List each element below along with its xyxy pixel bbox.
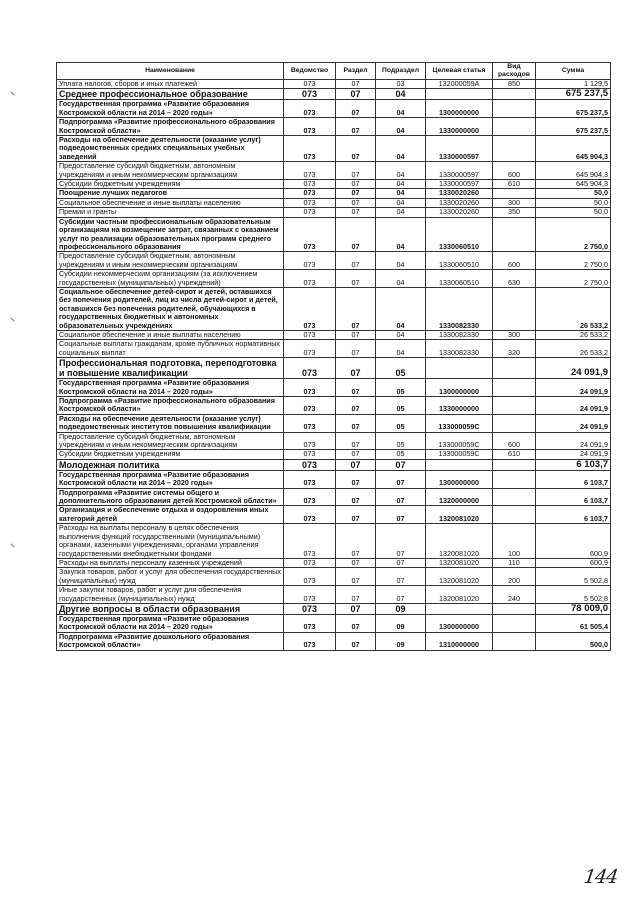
row-name: Субсидии бюджетным учреждениям <box>57 450 284 459</box>
row-target-article: 1320081020 <box>426 558 493 567</box>
table-row <box>57 118 611 136</box>
row-amount: 675 237,5 <box>536 118 611 136</box>
row-department: 073 <box>284 89 336 100</box>
row-amount: 24 091,9 <box>536 414 611 432</box>
row-name: Подпрограмма «Развитие профессионального образования Костромской области» <box>57 397 284 415</box>
row-amount: 24 091,9 <box>536 379 611 397</box>
row-subsection: 07 <box>376 524 426 559</box>
row-target-article: 1330000597 <box>426 162 493 180</box>
row-subsection: 09 <box>376 632 426 650</box>
row-name: Организация и обеспечение отдыха и оздоровления иных категорий детей <box>57 506 284 524</box>
row-name: Социальное обеспечение и иные выплаты населению <box>57 198 284 207</box>
row-department: 073 <box>284 432 336 450</box>
row-department: 073 <box>284 208 336 217</box>
row-section: 07 <box>336 162 376 180</box>
table-row <box>57 208 611 217</box>
row-amount: 600,9 <box>536 558 611 567</box>
row-section: 07 <box>336 379 376 397</box>
row-section: 07 <box>336 488 376 506</box>
row-subsection: 04 <box>376 340 426 358</box>
row-subsection: 04 <box>376 180 426 189</box>
row-target-article <box>426 89 493 100</box>
row-department: 073 <box>284 558 336 567</box>
row-section: 07 <box>336 208 376 217</box>
row-department: 073 <box>284 189 336 198</box>
row-name: Расходы на выплаты персоналу в целях обеспечения выполнения функций государственными (муниципальными) органами, казенными учреждениями, органами управления государственными внебюджетными фондами <box>57 524 284 559</box>
row-section: 07 <box>336 180 376 189</box>
row-subsection: 07 <box>376 488 426 506</box>
row-amount: 24 091,9 <box>536 450 611 459</box>
row-amount: 6 103,7 <box>536 459 611 470</box>
row-department: 073 <box>284 162 336 180</box>
row-name: Государственная программа «Развитие образования Костромской области на 2014 – 2020 годы» <box>57 614 284 632</box>
row-department: 073 <box>284 506 336 524</box>
table-row <box>57 614 611 632</box>
row-subsection: 07 <box>376 506 426 524</box>
row-department: 073 <box>284 100 336 118</box>
table-row <box>57 524 611 559</box>
row-expense-type: 630 <box>493 270 536 288</box>
table-row <box>57 287 611 330</box>
row-amount: 645 904,3 <box>536 136 611 162</box>
row-department: 073 <box>284 586 336 604</box>
row-target-article: 1330020260 <box>426 189 493 198</box>
row-name: Премии и гранты <box>57 208 284 217</box>
row-name: Профессиональная подготовка, переподготовка и повышение квалификации <box>57 358 284 379</box>
row-name: Расходы на выплаты персоналу казенных учреждений <box>57 558 284 567</box>
row-amount: 78 009,0 <box>536 603 611 614</box>
table-row <box>57 379 611 397</box>
row-expense-type <box>493 506 536 524</box>
row-department: 073 <box>284 118 336 136</box>
row-amount: 675 237,5 <box>536 89 611 100</box>
row-subsection: 04 <box>376 162 426 180</box>
table-row <box>57 80 611 89</box>
row-name: Закупка товаров, работ и услуг для обеспечения государственных (муниципальных) нужд <box>57 568 284 586</box>
row-section: 07 <box>336 568 376 586</box>
row-name: Расходы на обеспечение деятельности (оказание услуг) подведомственных средних специальных учебных заведений <box>57 136 284 162</box>
row-subsection: 04 <box>376 89 426 100</box>
table-row <box>57 252 611 270</box>
table-row <box>57 136 611 162</box>
row-subsection: 04 <box>376 217 426 252</box>
page-number: 144 <box>582 866 619 888</box>
row-subsection: 07 <box>376 558 426 567</box>
row-expense-type: 300 <box>493 198 536 207</box>
row-target-article: 133000059С <box>426 414 493 432</box>
row-expense-type: 600 <box>493 432 536 450</box>
row-amount: 26 533,2 <box>536 330 611 339</box>
row-subsection: 04 <box>376 287 426 330</box>
row-target-article: 1330060510 <box>426 217 493 252</box>
row-target-article: 1330000597 <box>426 180 493 189</box>
row-target-article: 133000059С <box>426 450 493 459</box>
row-name: Социальное обеспечение и иные выплаты населению <box>57 330 284 339</box>
table-row <box>57 506 611 524</box>
row-subsection: 04 <box>376 252 426 270</box>
row-section: 07 <box>336 136 376 162</box>
row-section: 07 <box>336 217 376 252</box>
header-name: Наименование <box>57 63 284 80</box>
table-row <box>57 330 611 339</box>
row-section: 07 <box>336 252 376 270</box>
row-department: 073 <box>284 252 336 270</box>
row-subsection: 07 <box>376 470 426 488</box>
row-subsection: 05 <box>376 414 426 432</box>
row-name: Социальные выплаты гражданам, кроме публичных нормативных социальных выплат <box>57 340 284 358</box>
row-section: 07 <box>336 80 376 89</box>
row-section: 07 <box>336 506 376 524</box>
row-department: 073 <box>284 330 336 339</box>
row-name: Среднее профессиональное образование <box>57 89 284 100</box>
row-name: Молодежная политика <box>57 459 284 470</box>
row-subsection: 07 <box>376 586 426 604</box>
row-department: 073 <box>284 459 336 470</box>
row-department: 073 <box>284 470 336 488</box>
header-section: Раздел <box>336 63 376 80</box>
row-section: 07 <box>336 397 376 415</box>
row-target-article <box>426 603 493 614</box>
row-expense-type <box>493 397 536 415</box>
header-target-article: Целевая статья <box>426 63 493 80</box>
row-subsection: 04 <box>376 330 426 339</box>
row-subsection: 03 <box>376 80 426 89</box>
row-department: 073 <box>284 340 336 358</box>
row-expense-type <box>493 118 536 136</box>
table-header-row <box>57 63 611 80</box>
row-expense-type <box>493 100 536 118</box>
row-name: Расходы на обеспечение деятельности (оказание услуг) подведомственных институтов повышения квалификации <box>57 414 284 432</box>
row-name: Субсидии бюджетным учреждениям <box>57 180 284 189</box>
row-subsection: 07 <box>376 568 426 586</box>
row-expense-type <box>493 189 536 198</box>
row-name: Другие вопросы в области образования <box>57 603 284 614</box>
row-expense-type <box>493 459 536 470</box>
row-expense-type <box>493 470 536 488</box>
row-section: 07 <box>336 432 376 450</box>
row-name: Уплата налогов, сборов и иных платежей <box>57 80 284 89</box>
row-amount: 61 505,4 <box>536 614 611 632</box>
row-section: 07 <box>336 414 376 432</box>
table-row <box>57 180 611 189</box>
row-expense-type <box>493 632 536 650</box>
row-department: 073 <box>284 379 336 397</box>
table-row <box>57 162 611 180</box>
row-subsection: 09 <box>376 603 426 614</box>
row-target-article: 1310000000 <box>426 632 493 650</box>
row-department: 073 <box>284 287 336 330</box>
row-name: Предоставление субсидий бюджетным, автономным учреждениям и иным некоммерческим организациям <box>57 162 284 180</box>
row-subsection: 05 <box>376 379 426 397</box>
row-expense-type: 350 <box>493 208 536 217</box>
row-section: 07 <box>336 470 376 488</box>
row-section: 07 <box>336 632 376 650</box>
row-target-article: 1300000000 <box>426 100 493 118</box>
row-subsection: 04 <box>376 136 426 162</box>
row-name: Государственная программа «Развитие образования Костромской области на 2014 – 2020 годы» <box>57 470 284 488</box>
table-row <box>57 100 611 118</box>
row-department: 073 <box>284 217 336 252</box>
row-expense-type: 100 <box>493 524 536 559</box>
row-amount: 6 103,7 <box>536 488 611 506</box>
row-department: 073 <box>284 603 336 614</box>
budget-table <box>56 62 611 651</box>
table-row <box>57 89 611 100</box>
row-section: 07 <box>336 270 376 288</box>
row-section: 07 <box>336 450 376 459</box>
row-section: 07 <box>336 358 376 379</box>
row-department: 073 <box>284 136 336 162</box>
row-amount: 2 750,0 <box>536 252 611 270</box>
row-name: Предоставление субсидий бюджетным, автономным учреждениям и иным некоммерческим организациям <box>57 252 284 270</box>
table-row <box>57 603 611 614</box>
row-amount: 5 502,8 <box>536 586 611 604</box>
table-row <box>57 270 611 288</box>
row-expense-type: 300 <box>493 330 536 339</box>
row-name: Предоставление субсидий бюджетным, автономным учреждениям и иным некоммерческим организациям <box>57 432 284 450</box>
row-section: 07 <box>336 118 376 136</box>
row-expense-type <box>493 89 536 100</box>
table-row <box>57 450 611 459</box>
table-row <box>57 488 611 506</box>
row-department: 073 <box>284 568 336 586</box>
row-department: 073 <box>284 614 336 632</box>
row-target-article: 1300000000 <box>426 470 493 488</box>
header-department: Ведомство <box>284 63 336 80</box>
row-name: Подпрограмма «Развитие профессионального образования Костромской области» <box>57 118 284 136</box>
row-expense-type: 850 <box>493 80 536 89</box>
row-subsection: 04 <box>376 100 426 118</box>
row-department: 073 <box>284 414 336 432</box>
row-subsection: 04 <box>376 118 426 136</box>
row-amount: 50,0 <box>536 198 611 207</box>
row-name: Субсидии некоммерческим организациям (за исключением государственных (муниципальных) учреждений) <box>57 270 284 288</box>
row-amount: 50,0 <box>536 208 611 217</box>
row-amount: 24 091,9 <box>536 358 611 379</box>
row-subsection: 07 <box>376 459 426 470</box>
row-expense-type <box>493 217 536 252</box>
table-row <box>57 340 611 358</box>
row-target-article: 132000059А <box>426 80 493 89</box>
row-section: 07 <box>336 189 376 198</box>
row-amount: 645 904,3 <box>536 180 611 189</box>
row-amount: 5 502,8 <box>536 568 611 586</box>
row-section: 07 <box>336 614 376 632</box>
row-section: 07 <box>336 603 376 614</box>
row-section: 07 <box>336 558 376 567</box>
header-amount: Сумма <box>536 63 611 80</box>
row-target-article: 1330060510 <box>426 252 493 270</box>
row-subsection: 09 <box>376 614 426 632</box>
row-expense-type: 610 <box>493 180 536 189</box>
row-name: Подпрограмма «Развитие дошкольного образования Костромской области» <box>57 632 284 650</box>
row-target-article: 1330082330 <box>426 340 493 358</box>
row-subsection: 05 <box>376 450 426 459</box>
row-section: 07 <box>336 340 376 358</box>
margin-mark <box>10 543 14 547</box>
row-amount: 675 237,5 <box>536 100 611 118</box>
row-subsection: 05 <box>376 397 426 415</box>
row-target-article: 1330000597 <box>426 136 493 162</box>
row-amount: 6 103,7 <box>536 470 611 488</box>
row-expense-type <box>493 379 536 397</box>
row-target-article: 1320000000 <box>426 488 493 506</box>
row-amount: 645 904,3 <box>536 162 611 180</box>
row-expense-type: 600 <box>493 162 536 180</box>
row-subsection: 04 <box>376 198 426 207</box>
row-target-article: 1330020260 <box>426 198 493 207</box>
row-amount: 24 091,9 <box>536 432 611 450</box>
row-target-article <box>426 459 493 470</box>
row-expense-type <box>493 614 536 632</box>
row-subsection: 05 <box>376 358 426 379</box>
row-section: 07 <box>336 330 376 339</box>
header-expense-type: Вид расходов <box>493 63 536 80</box>
table-row <box>57 432 611 450</box>
row-subsection: 04 <box>376 208 426 217</box>
row-department: 073 <box>284 397 336 415</box>
row-name: Подпрограмма «Развитие системы общего и дополнительного образования детей Костромской области» <box>57 488 284 506</box>
row-department: 073 <box>284 358 336 379</box>
row-amount: 1 129,5 <box>536 80 611 89</box>
row-expense-type <box>493 136 536 162</box>
table-row <box>57 558 611 567</box>
row-subsection: 04 <box>376 270 426 288</box>
row-target-article: 1330020260 <box>426 208 493 217</box>
row-target-article: 1320081020 <box>426 586 493 604</box>
row-section: 07 <box>336 459 376 470</box>
row-amount: 2 750,0 <box>536 217 611 252</box>
row-expense-type: 240 <box>493 586 536 604</box>
row-department: 073 <box>284 524 336 559</box>
row-name: Государственная программа «Развитие образования Костромской области на 2014 – 2020 годы» <box>57 379 284 397</box>
table-row <box>57 414 611 432</box>
row-amount: 500,0 <box>536 632 611 650</box>
row-expense-type: 600 <box>493 252 536 270</box>
row-target-article: 1300000000 <box>426 379 493 397</box>
row-target-article: 1300000000 <box>426 614 493 632</box>
row-department: 073 <box>284 80 336 89</box>
row-name: Государственная программа «Развитие образования Костромской области на 2014 – 2020 годы» <box>57 100 284 118</box>
row-target-article: 1330000000 <box>426 118 493 136</box>
row-expense-type <box>493 414 536 432</box>
row-section: 07 <box>336 524 376 559</box>
row-expense-type: 610 <box>493 450 536 459</box>
row-target-article: 1320081020 <box>426 506 493 524</box>
row-expense-type <box>493 358 536 379</box>
header-subsection: Подраздел <box>376 63 426 80</box>
row-target-article: 1330000000 <box>426 397 493 415</box>
row-target-article: 1330082330 <box>426 287 493 330</box>
table-row <box>57 189 611 198</box>
table-row <box>57 586 611 604</box>
table-row <box>57 459 611 470</box>
row-department: 073 <box>284 450 336 459</box>
row-amount: 50,0 <box>536 189 611 198</box>
row-target-article: 133000059С <box>426 432 493 450</box>
table-row <box>57 470 611 488</box>
row-department: 073 <box>284 488 336 506</box>
margin-mark <box>10 317 14 321</box>
row-expense-type <box>493 603 536 614</box>
row-name: Субсидии частным профессиональным образовательным организациям на возмещение затрат, связанных с оказанием услуг по реализации образовательных программ среднего профессионального образования <box>57 217 284 252</box>
row-expense-type: 200 <box>493 568 536 586</box>
row-target-article: 1320081020 <box>426 524 493 559</box>
table-row <box>57 397 611 415</box>
row-name: Социальное обеспечение детей-сирот и детей, оставшихся без попечения родителей, лиц из числа детей-сирот и детей, оставшихся без попечения родителей, обучающихся в государственных бюджетных и автономных образовательных учреждениях <box>57 287 284 330</box>
row-department: 073 <box>284 270 336 288</box>
row-section: 07 <box>336 287 376 330</box>
row-expense-type: 320 <box>493 340 536 358</box>
row-expense-type <box>493 287 536 330</box>
row-target-article: 1330082330 <box>426 330 493 339</box>
row-section: 07 <box>336 198 376 207</box>
row-amount: 2 750,0 <box>536 270 611 288</box>
row-target-article: 1330060510 <box>426 270 493 288</box>
margin-mark <box>10 91 14 95</box>
row-expense-type <box>493 488 536 506</box>
table-row <box>57 632 611 650</box>
row-name: Иные закупки товаров, работ и услуг для обеспечения государственных (муниципальных) нужд <box>57 586 284 604</box>
table-body <box>57 80 611 651</box>
row-name: Поощрение лучших педагогов <box>57 189 284 198</box>
row-section: 07 <box>336 586 376 604</box>
row-amount: 24 091,9 <box>536 397 611 415</box>
row-subsection: 05 <box>376 432 426 450</box>
row-department: 073 <box>284 198 336 207</box>
row-department: 073 <box>284 180 336 189</box>
row-department: 073 <box>284 632 336 650</box>
row-expense-type: 110 <box>493 558 536 567</box>
row-target-article: 1320081020 <box>426 568 493 586</box>
row-amount: 6 103,7 <box>536 506 611 524</box>
row-section: 07 <box>336 100 376 118</box>
table-row <box>57 568 611 586</box>
table-row <box>57 198 611 207</box>
table-row <box>57 217 611 252</box>
row-amount: 26 533,2 <box>536 340 611 358</box>
row-section: 07 <box>336 89 376 100</box>
row-subsection: 04 <box>376 189 426 198</box>
row-amount: 26 533,2 <box>536 287 611 330</box>
row-amount: 600,9 <box>536 524 611 559</box>
table-row <box>57 358 611 379</box>
row-target-article <box>426 358 493 379</box>
